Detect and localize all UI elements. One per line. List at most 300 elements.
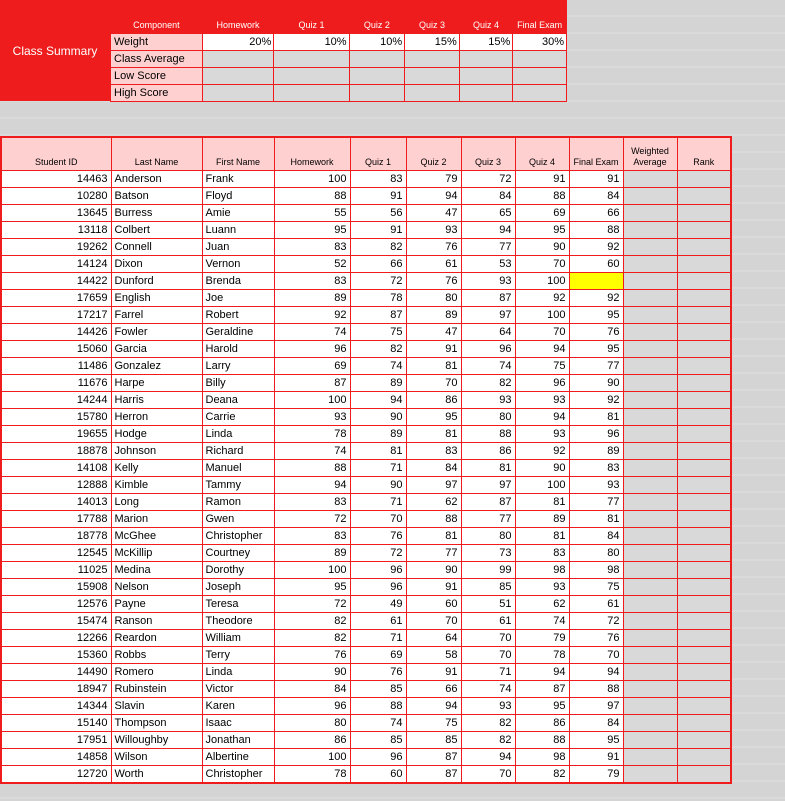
grade-cell[interactable]: Vernon xyxy=(202,256,274,273)
grade-cell[interactable]: 86 xyxy=(515,715,569,732)
weighted-average-cell[interactable] xyxy=(623,188,677,205)
summary-cell[interactable] xyxy=(274,67,349,84)
grade-cell[interactable]: 83 xyxy=(274,273,350,290)
summary-row-label[interactable]: High Score xyxy=(111,84,203,101)
summary-cell[interactable]: 15% xyxy=(405,33,460,50)
grade-cell[interactable]: 60 xyxy=(569,256,623,273)
grade-cell[interactable]: 97 xyxy=(569,698,623,715)
summary-cell[interactable] xyxy=(405,67,460,84)
grade-cell[interactable]: 18947 xyxy=(1,681,111,698)
grade-cell[interactable]: 90 xyxy=(569,375,623,392)
grade-cell[interactable]: 82 xyxy=(350,341,406,358)
grade-cell[interactable]: 15360 xyxy=(1,647,111,664)
grade-cell[interactable]: 14490 xyxy=(1,664,111,681)
grade-cell[interactable]: 74 xyxy=(515,613,569,630)
grade-cell[interactable]: 79 xyxy=(515,630,569,647)
grade-cell[interactable]: 86 xyxy=(461,443,515,460)
grade-cell[interactable]: 17217 xyxy=(1,307,111,324)
grade-cell[interactable]: Long xyxy=(111,494,202,511)
grade-cell[interactable]: 89 xyxy=(515,511,569,528)
grade-cell[interactable]: 66 xyxy=(350,256,406,273)
grade-cell[interactable]: 77 xyxy=(461,239,515,256)
grade-cell[interactable]: 100 xyxy=(274,749,350,766)
weighted-average-cell[interactable] xyxy=(623,494,677,511)
grade-cell[interactable]: Christopher xyxy=(202,528,274,545)
grade-cell[interactable]: 75 xyxy=(515,358,569,375)
grade-cell[interactable]: Deana xyxy=(202,392,274,409)
summary-cell[interactable] xyxy=(459,84,513,101)
rank-cell[interactable] xyxy=(677,715,731,732)
grade-cell[interactable]: 75 xyxy=(406,715,461,732)
summary-cell[interactable] xyxy=(202,50,274,67)
rank-cell[interactable] xyxy=(677,222,731,239)
grade-cell[interactable]: 70 xyxy=(515,256,569,273)
grade-cell[interactable]: 61 xyxy=(569,596,623,613)
grade-cell[interactable]: 10280 xyxy=(1,188,111,205)
grade-cell[interactable]: McKillip xyxy=(111,545,202,562)
grade-cell[interactable]: Harold xyxy=(202,341,274,358)
grade-cell[interactable]: 92 xyxy=(515,443,569,460)
grade-cell[interactable]: Herron xyxy=(111,409,202,426)
grade-cell[interactable]: 69 xyxy=(350,647,406,664)
grade-cell[interactable]: 81 xyxy=(350,443,406,460)
grade-cell[interactable]: 14013 xyxy=(1,494,111,511)
grade-cell[interactable]: 72 xyxy=(274,511,350,528)
grade-cell[interactable]: Billy xyxy=(202,375,274,392)
grade-cell[interactable]: Albertine xyxy=(202,749,274,766)
grade-cell[interactable]: 74 xyxy=(350,358,406,375)
grade-cell[interactable]: 15780 xyxy=(1,409,111,426)
summary-cell[interactable] xyxy=(274,84,349,101)
grade-cell[interactable]: 87 xyxy=(406,749,461,766)
grade-cell[interactable]: 69 xyxy=(274,358,350,375)
weighted-average-cell[interactable] xyxy=(623,256,677,273)
grade-cell[interactable]: 88 xyxy=(274,460,350,477)
grade-cell[interactable]: 82 xyxy=(350,239,406,256)
rank-cell[interactable] xyxy=(677,647,731,664)
rank-cell[interactable] xyxy=(677,460,731,477)
summary-cell[interactable] xyxy=(459,50,513,67)
weighted-average-cell[interactable] xyxy=(623,358,677,375)
grade-cell[interactable]: Ramon xyxy=(202,494,274,511)
grade-cell[interactable]: 81 xyxy=(569,511,623,528)
grade-cell[interactable]: 72 xyxy=(461,171,515,188)
grade-cell[interactable]: 97 xyxy=(461,307,515,324)
grade-cell[interactable]: Batson xyxy=(111,188,202,205)
grade-cell[interactable]: 18878 xyxy=(1,443,111,460)
grade-cell[interactable]: 12888 xyxy=(1,477,111,494)
grade-cell[interactable]: 88 xyxy=(515,732,569,749)
grade-cell[interactable]: 78 xyxy=(350,290,406,307)
grade-cell[interactable]: 56 xyxy=(350,205,406,222)
grade-cell[interactable]: 80 xyxy=(461,409,515,426)
grade-cell[interactable]: 76 xyxy=(350,528,406,545)
summary-cell[interactable] xyxy=(459,67,513,84)
rank-cell[interactable] xyxy=(677,307,731,324)
summary-cell[interactable]: 10% xyxy=(274,33,349,50)
weighted-average-cell[interactable] xyxy=(623,579,677,596)
grade-cell[interactable]: Gonzalez xyxy=(111,358,202,375)
grade-cell[interactable]: 92 xyxy=(569,239,623,256)
grade-cell[interactable]: 81 xyxy=(515,494,569,511)
grade-cell[interactable]: 89 xyxy=(274,545,350,562)
grade-cell[interactable]: 62 xyxy=(406,494,461,511)
grade-cell[interactable]: 93 xyxy=(515,426,569,443)
grade-cell[interactable]: Tammy xyxy=(202,477,274,494)
grade-cell[interactable]: 78 xyxy=(515,647,569,664)
grade-cell[interactable]: 70 xyxy=(350,511,406,528)
rank-cell[interactable] xyxy=(677,375,731,392)
grade-cell[interactable]: 79 xyxy=(406,171,461,188)
grade-cell[interactable]: 83 xyxy=(569,460,623,477)
grade-cell[interactable]: 85 xyxy=(461,579,515,596)
weighted-average-cell[interactable] xyxy=(623,766,677,784)
grade-cell[interactable]: 96 xyxy=(350,749,406,766)
grade-cell[interactable]: 94 xyxy=(274,477,350,494)
grade-cell[interactable]: 69 xyxy=(515,205,569,222)
grade-cell[interactable]: 18778 xyxy=(1,528,111,545)
grade-cell[interactable]: 17951 xyxy=(1,732,111,749)
grade-cell[interactable]: Teresa xyxy=(202,596,274,613)
grade-cell[interactable]: 83 xyxy=(274,239,350,256)
grade-cell[interactable]: Brenda xyxy=(202,273,274,290)
grade-cell[interactable]: Isaac xyxy=(202,715,274,732)
weighted-average-cell[interactable] xyxy=(623,443,677,460)
grade-cell[interactable]: 88 xyxy=(274,188,350,205)
grade-cell[interactable]: Fowler xyxy=(111,324,202,341)
grade-cell[interactable]: 94 xyxy=(515,409,569,426)
grade-cell[interactable]: 84 xyxy=(569,528,623,545)
grade-cell[interactable]: 90 xyxy=(515,239,569,256)
grade-cell[interactable]: 94 xyxy=(515,341,569,358)
rank-cell[interactable] xyxy=(677,766,731,784)
grade-cell[interactable]: 52 xyxy=(274,256,350,273)
summary-row-label[interactable]: Weight xyxy=(111,33,203,50)
rank-cell[interactable] xyxy=(677,664,731,681)
grade-cell[interactable]: 17788 xyxy=(1,511,111,528)
grade-cell[interactable]: 93 xyxy=(406,222,461,239)
grade-cell[interactable]: 11486 xyxy=(1,358,111,375)
grade-cell[interactable]: 74 xyxy=(274,443,350,460)
grade-cell[interactable]: 89 xyxy=(274,290,350,307)
grade-cell[interactable]: 72 xyxy=(350,545,406,562)
grade-cell[interactable]: 96 xyxy=(569,426,623,443)
grade-cell[interactable]: 82 xyxy=(461,732,515,749)
grade-cell[interactable]: 88 xyxy=(406,511,461,528)
grade-cell[interactable]: 80 xyxy=(461,528,515,545)
grade-cell[interactable]: 96 xyxy=(350,562,406,579)
grade-cell[interactable]: 82 xyxy=(515,766,569,784)
grade-cell[interactable]: 11676 xyxy=(1,375,111,392)
grade-cell[interactable]: 51 xyxy=(461,596,515,613)
grade-cell[interactable]: Medina xyxy=(111,562,202,579)
summary-cell[interactable] xyxy=(349,67,405,84)
grade-cell[interactable]: Willoughby xyxy=(111,732,202,749)
grade-cell[interactable]: 91 xyxy=(350,188,406,205)
grade-cell[interactable]: 83 xyxy=(274,528,350,545)
grade-cell[interactable]: 83 xyxy=(274,494,350,511)
grade-cell[interactable]: Courtney xyxy=(202,545,274,562)
grade-cell[interactable]: 91 xyxy=(515,171,569,188)
grade-cell[interactable]: 72 xyxy=(569,613,623,630)
summary-cell[interactable]: 15% xyxy=(459,33,513,50)
grade-cell[interactable]: 85 xyxy=(406,732,461,749)
grade-cell[interactable]: 85 xyxy=(350,732,406,749)
grade-cell[interactable]: 77 xyxy=(569,494,623,511)
rank-cell[interactable] xyxy=(677,681,731,698)
grade-cell[interactable]: 100 xyxy=(274,562,350,579)
grade-cell[interactable]: Burress xyxy=(111,205,202,222)
grade-cell[interactable]: Harris xyxy=(111,392,202,409)
summary-cell[interactable] xyxy=(274,50,349,67)
grade-cell[interactable]: 76 xyxy=(406,273,461,290)
weighted-average-cell[interactable] xyxy=(623,222,677,239)
grade-cell[interactable]: 85 xyxy=(350,681,406,698)
rank-cell[interactable] xyxy=(677,392,731,409)
weighted-average-cell[interactable] xyxy=(623,732,677,749)
grade-cell[interactable]: 87 xyxy=(461,290,515,307)
weighted-average-cell[interactable] xyxy=(623,528,677,545)
grade-cell[interactable]: 14244 xyxy=(1,392,111,409)
grade-cell[interactable]: 14422 xyxy=(1,273,111,290)
grade-cell[interactable]: 86 xyxy=(406,392,461,409)
grade-cell[interactable]: 15908 xyxy=(1,579,111,596)
summary-cell[interactable] xyxy=(513,50,567,67)
grade-cell[interactable]: 73 xyxy=(461,545,515,562)
weighted-average-cell[interactable] xyxy=(623,698,677,715)
grade-cell[interactable] xyxy=(569,273,623,290)
grade-cell[interactable]: 53 xyxy=(461,256,515,273)
summary-cell[interactable] xyxy=(405,84,460,101)
grade-cell[interactable]: 89 xyxy=(406,307,461,324)
grade-cell[interactable]: 12720 xyxy=(1,766,111,784)
grade-cell[interactable]: 72 xyxy=(350,273,406,290)
grade-cell[interactable]: 93 xyxy=(274,409,350,426)
weighted-average-cell[interactable] xyxy=(623,239,677,256)
grade-cell[interactable]: Dorothy xyxy=(202,562,274,579)
grade-cell[interactable]: 96 xyxy=(274,341,350,358)
weighted-average-cell[interactable] xyxy=(623,205,677,222)
grade-cell[interactable]: Connell xyxy=(111,239,202,256)
weighted-average-cell[interactable] xyxy=(623,749,677,766)
grade-cell[interactable]: 70 xyxy=(569,647,623,664)
grade-cell[interactable]: 82 xyxy=(274,613,350,630)
summary-cell[interactable]: 30% xyxy=(513,33,567,50)
grade-cell[interactable]: 91 xyxy=(406,341,461,358)
grade-cell[interactable]: 76 xyxy=(569,324,623,341)
grade-cell[interactable]: 74 xyxy=(461,681,515,698)
grade-cell[interactable]: 47 xyxy=(406,324,461,341)
grade-cell[interactable]: 79 xyxy=(569,766,623,784)
grade-cell[interactable]: 81 xyxy=(515,528,569,545)
grade-cell[interactable]: 100 xyxy=(515,307,569,324)
grade-cell[interactable]: 94 xyxy=(461,222,515,239)
grade-cell[interactable]: Robert xyxy=(202,307,274,324)
weighted-average-cell[interactable] xyxy=(623,630,677,647)
rank-cell[interactable] xyxy=(677,256,731,273)
grade-cell[interactable]: 90 xyxy=(350,477,406,494)
grade-cell[interactable]: McGhee xyxy=(111,528,202,545)
grade-cell[interactable]: Farrel xyxy=(111,307,202,324)
grade-cell[interactable]: 70 xyxy=(461,766,515,784)
weighted-average-cell[interactable] xyxy=(623,290,677,307)
weighted-average-cell[interactable] xyxy=(623,460,677,477)
grade-cell[interactable]: Anderson xyxy=(111,171,202,188)
grade-cell[interactable]: 90 xyxy=(350,409,406,426)
rank-cell[interactable] xyxy=(677,188,731,205)
grade-cell[interactable]: 55 xyxy=(274,205,350,222)
grade-cell[interactable]: 91 xyxy=(406,579,461,596)
grade-cell[interactable]: 100 xyxy=(274,392,350,409)
summary-cell[interactable]: 10% xyxy=(349,33,405,50)
summary-row-label[interactable]: Class Average xyxy=(111,50,203,67)
rank-cell[interactable] xyxy=(677,545,731,562)
summary-row-label[interactable]: Low Score xyxy=(111,67,203,84)
grade-cell[interactable]: 66 xyxy=(569,205,623,222)
grade-cell[interactable]: 93 xyxy=(461,392,515,409)
grade-cell[interactable]: Hodge xyxy=(111,426,202,443)
grade-cell[interactable]: 87 xyxy=(461,494,515,511)
grade-cell[interactable]: Victor xyxy=(202,681,274,698)
grade-cell[interactable]: 84 xyxy=(569,188,623,205)
grade-cell[interactable]: Kimble xyxy=(111,477,202,494)
grade-cell[interactable]: 95 xyxy=(274,222,350,239)
grade-cell[interactable]: Marion xyxy=(111,511,202,528)
summary-cell[interactable] xyxy=(349,50,405,67)
rank-cell[interactable] xyxy=(677,443,731,460)
grade-cell[interactable]: 15140 xyxy=(1,715,111,732)
grade-cell[interactable]: 60 xyxy=(406,596,461,613)
grade-cell[interactable]: Robbs xyxy=(111,647,202,664)
grade-cell[interactable]: Thompson xyxy=(111,715,202,732)
grade-cell[interactable]: 70 xyxy=(461,630,515,647)
grade-cell[interactable]: 89 xyxy=(350,375,406,392)
grade-cell[interactable]: 70 xyxy=(515,324,569,341)
weighted-average-cell[interactable] xyxy=(623,341,677,358)
grade-cell[interactable]: Kelly xyxy=(111,460,202,477)
grade-cell[interactable]: 74 xyxy=(461,358,515,375)
grade-cell[interactable]: 81 xyxy=(406,426,461,443)
grade-cell[interactable]: 71 xyxy=(350,460,406,477)
grade-cell[interactable]: 81 xyxy=(406,528,461,545)
grade-cell[interactable]: 80 xyxy=(569,545,623,562)
grade-cell[interactable]: 93 xyxy=(515,579,569,596)
grade-cell[interactable]: Larry xyxy=(202,358,274,375)
grade-cell[interactable]: 93 xyxy=(461,273,515,290)
grade-cell[interactable]: 81 xyxy=(569,409,623,426)
grade-cell[interactable]: 95 xyxy=(569,732,623,749)
rank-cell[interactable] xyxy=(677,477,731,494)
grade-cell[interactable]: 14344 xyxy=(1,698,111,715)
grade-cell[interactable]: 70 xyxy=(406,613,461,630)
grade-cell[interactable]: 12266 xyxy=(1,630,111,647)
grade-cell[interactable]: 92 xyxy=(569,392,623,409)
grade-cell[interactable]: 89 xyxy=(569,443,623,460)
grade-cell[interactable]: 76 xyxy=(406,239,461,256)
grade-cell[interactable]: 91 xyxy=(569,171,623,188)
grade-cell[interactable]: Amie xyxy=(202,205,274,222)
rank-cell[interactable] xyxy=(677,290,731,307)
weighted-average-cell[interactable] xyxy=(623,273,677,290)
grade-cell[interactable]: Nelson xyxy=(111,579,202,596)
grade-cell[interactable]: 95 xyxy=(274,579,350,596)
grade-cell[interactable]: 72 xyxy=(274,596,350,613)
rank-cell[interactable] xyxy=(677,426,731,443)
grade-cell[interactable]: 84 xyxy=(569,715,623,732)
grade-cell[interactable]: Joseph xyxy=(202,579,274,596)
grade-cell[interactable]: 77 xyxy=(569,358,623,375)
grade-cell[interactable]: 61 xyxy=(461,613,515,630)
grade-cell[interactable]: 60 xyxy=(350,766,406,784)
weighted-average-cell[interactable] xyxy=(623,171,677,188)
grade-cell[interactable]: 87 xyxy=(406,766,461,784)
grade-cell[interactable]: 100 xyxy=(274,171,350,188)
summary-cell[interactable] xyxy=(513,84,567,101)
grade-cell[interactable]: 71 xyxy=(461,664,515,681)
grade-cell[interactable]: 93 xyxy=(569,477,623,494)
grade-cell[interactable]: 96 xyxy=(274,698,350,715)
summary-cell[interactable] xyxy=(513,67,567,84)
rank-cell[interactable] xyxy=(677,324,731,341)
grade-cell[interactable]: 66 xyxy=(406,681,461,698)
rank-cell[interactable] xyxy=(677,171,731,188)
grade-cell[interactable]: 71 xyxy=(350,630,406,647)
rank-cell[interactable] xyxy=(677,613,731,630)
grade-cell[interactable]: 92 xyxy=(274,307,350,324)
grade-cell[interactable]: Gwen xyxy=(202,511,274,528)
grade-cell[interactable]: Rubinstein xyxy=(111,681,202,698)
grade-cell[interactable]: 14463 xyxy=(1,171,111,188)
grade-cell[interactable]: 17659 xyxy=(1,290,111,307)
grade-cell[interactable]: Ranson xyxy=(111,613,202,630)
grade-cell[interactable]: 100 xyxy=(515,477,569,494)
grade-cell[interactable]: 77 xyxy=(461,511,515,528)
rank-cell[interactable] xyxy=(677,341,731,358)
grade-cell[interactable]: Christopher xyxy=(202,766,274,784)
grade-cell[interactable]: Theodore xyxy=(202,613,274,630)
grade-cell[interactable]: 76 xyxy=(350,664,406,681)
grade-cell[interactable]: 80 xyxy=(274,715,350,732)
rank-cell[interactable] xyxy=(677,511,731,528)
grade-cell[interactable]: 88 xyxy=(515,188,569,205)
rank-cell[interactable] xyxy=(677,749,731,766)
grade-cell[interactable]: 12576 xyxy=(1,596,111,613)
weighted-average-cell[interactable] xyxy=(623,545,677,562)
grade-cell[interactable]: Richard xyxy=(202,443,274,460)
weighted-average-cell[interactable] xyxy=(623,426,677,443)
grade-cell[interactable]: 89 xyxy=(350,426,406,443)
grade-cell[interactable]: Colbert xyxy=(111,222,202,239)
grade-cell[interactable]: 93 xyxy=(515,392,569,409)
grade-cell[interactable]: 100 xyxy=(515,273,569,290)
grade-cell[interactable]: 14426 xyxy=(1,324,111,341)
grade-cell[interactable]: 74 xyxy=(350,715,406,732)
rank-cell[interactable] xyxy=(677,562,731,579)
summary-cell[interactable] xyxy=(349,84,405,101)
grade-cell[interactable]: 93 xyxy=(461,698,515,715)
grade-cell[interactable]: 75 xyxy=(569,579,623,596)
weighted-average-cell[interactable] xyxy=(623,647,677,664)
rank-cell[interactable] xyxy=(677,273,731,290)
grade-cell[interactable]: 90 xyxy=(515,460,569,477)
grade-cell[interactable]: 84 xyxy=(274,681,350,698)
grade-cell[interactable]: 81 xyxy=(406,358,461,375)
grade-cell[interactable]: English xyxy=(111,290,202,307)
rank-cell[interactable] xyxy=(677,732,731,749)
grade-cell[interactable]: 14108 xyxy=(1,460,111,477)
grade-cell[interactable]: Jonathan xyxy=(202,732,274,749)
grade-cell[interactable]: 94 xyxy=(569,664,623,681)
